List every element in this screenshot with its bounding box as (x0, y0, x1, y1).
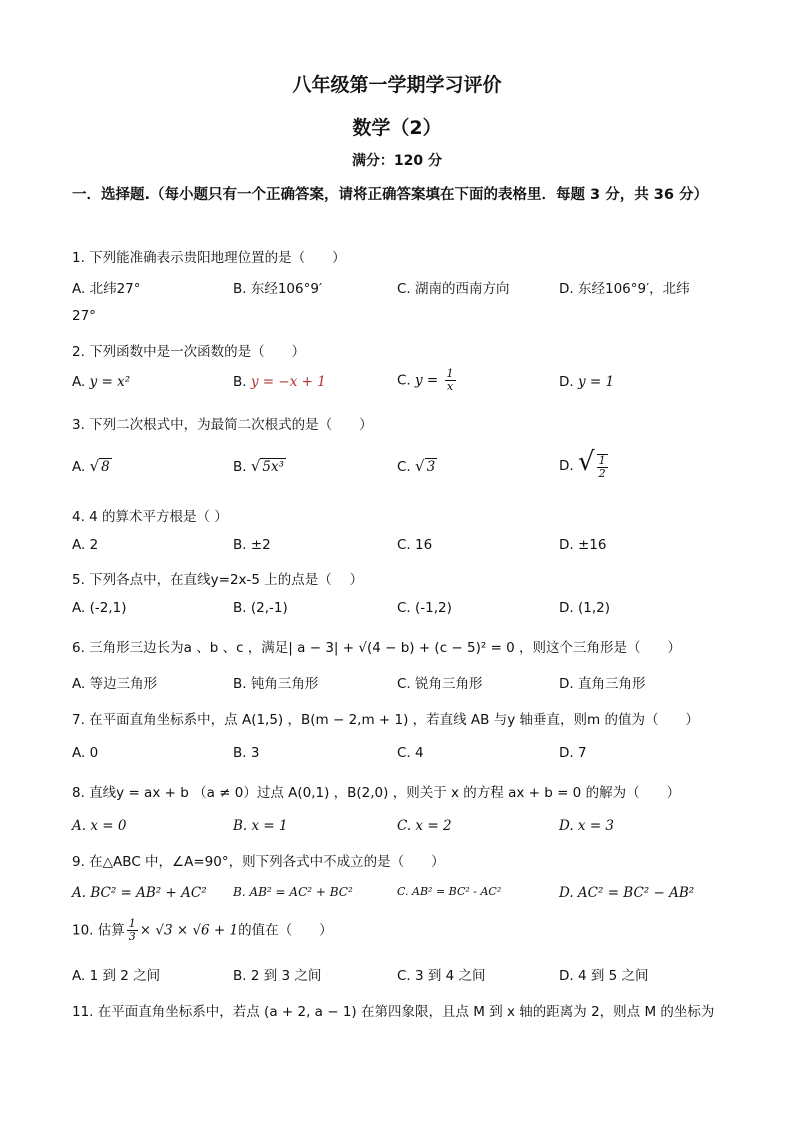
q7-option-c: C. 4 (397, 745, 424, 761)
q2-option-a (72, 374, 130, 390)
q7-option-d: D. 7 (559, 745, 587, 761)
question-1: 1. 下列能准确表示贵阳地理位置的是（ ） (72, 250, 346, 266)
q6-option-b: B. 钝角三角形 (233, 676, 319, 692)
question-5-options (72, 600, 722, 626)
fraction (597, 454, 608, 480)
q9-option-b: B. AB² = AC² + BC² (233, 885, 353, 899)
q6-option-d: D. 直角三角形 (559, 676, 646, 692)
sqrt (578, 447, 610, 480)
numerator: 1 (128, 917, 136, 930)
q2-option-b (233, 374, 326, 390)
q7-option-a: A. 0 (72, 745, 99, 761)
q1-option-d-continued: 27° (72, 308, 96, 324)
question-4: 4. 4 的算术平方根是（ ） (72, 509, 228, 525)
q5-option-d: D. (1,2) (559, 600, 610, 616)
sqrt (415, 457, 437, 475)
fraction (127, 918, 138, 943)
formula: y = −x + 1 (250, 374, 326, 390)
question-8: 8. 直线y = ax + b （a ≠ 0）过点 A(0,1) ，B(2,0) ，则关于 x 的方程 ax + b = 0 的解为（ ） (72, 785, 681, 801)
question-1-options (72, 277, 722, 303)
question-7: 7. 在平面直角坐标系中，点 A(1,5) ，B(m − 2,m + 1) ，若直线 AB 与y 轴垂直，则m 的值为（ ） (72, 712, 699, 728)
q4-option-a: A. 2 (72, 537, 99, 553)
exam-title: 八年级第一学期学习评价 (292, 74, 502, 96)
radical-sign: √ (415, 457, 425, 475)
radicand: 8 (101, 459, 110, 475)
formula: y = x² (89, 374, 131, 390)
q1-option-b: B. 东经106°9′ (233, 281, 323, 297)
q9-option-d: D. AC² = BC² − AB² (559, 885, 695, 901)
radical-sign: √ (577, 447, 595, 477)
option-letter: B. (233, 459, 247, 475)
radicand: 3 (426, 459, 436, 475)
option-letter: C. (397, 372, 411, 389)
option-letter: A. (72, 374, 86, 390)
q8-option-d: D. x = 3 (559, 818, 615, 834)
q3-option-c (397, 457, 437, 475)
question-6: 6. 三角形三边长为a 、b 、c ，满足| a − 3| + √(4 − b) + (c − 5)² = 0 ，则这个三角形是（ ） (72, 640, 682, 656)
question-2: 2. 下列函数中是一次函数的是（ ） (72, 344, 306, 360)
radical-sign: √ (250, 457, 261, 475)
q10-option-b: B. 2 到 3 之间 (233, 968, 322, 984)
option-letter: B. (233, 374, 247, 390)
exam-subtitle: 数学（2） (352, 117, 442, 139)
question-10-options (72, 964, 722, 990)
denominator: 3 (128, 930, 136, 943)
question-11: 11. 在平面直角坐标系中，若点 (a + 2, a − 1) 在第四象限，且点 M 到 x 轴的距离为 2，则点 M 的坐标为 (72, 1004, 715, 1020)
q8-option-b: B. x = 1 (233, 818, 288, 834)
sqrt (251, 457, 286, 475)
q9-option-a: A. BC² = AB² + AC² (72, 885, 207, 901)
q4-option-b: B. ±2 (233, 537, 271, 553)
q6-option-c: C. 锐角三角形 (397, 676, 483, 692)
q1-option-c: C. 湖南的西南方向 (397, 281, 510, 297)
option-letter: D. (559, 458, 574, 474)
option-letter: A. (72, 459, 86, 475)
formula: × √3 × √6 + 1 (139, 922, 239, 939)
q7-option-b: B. 3 (233, 745, 260, 761)
q1-option-d: D. 东经106°9′，北纬 (559, 281, 690, 297)
q3-option-b (233, 457, 286, 475)
q5-option-b: B. (2,-1) (233, 600, 288, 616)
q3-option-a (72, 457, 112, 475)
q5-option-c: C. (-1,2) (397, 600, 452, 616)
radicand: 5x³ (262, 459, 285, 475)
question-10 (72, 918, 722, 943)
denominator: x (446, 380, 454, 393)
q5-option-a: A. (-2,1) (72, 600, 127, 616)
q10-option-c: C. 3 到 4 之间 (397, 968, 486, 984)
stem-prefix: 10. 估算 (72, 922, 125, 939)
formula: y = (415, 372, 443, 389)
question-6-options (72, 672, 722, 698)
question-4-options (72, 537, 722, 563)
q6-option-a: A. 等边三角形 (72, 676, 158, 692)
stem-suffix: 的值在（ ） (238, 922, 333, 939)
numerator: 1 (446, 367, 454, 380)
option-letter: D. (559, 374, 574, 390)
sqrt (90, 457, 112, 475)
question-9: 9. 在△ABC 中，∠A=90°，则下列各式中不成立的是（ ） (72, 854, 445, 870)
denominator: 2 (598, 466, 606, 480)
question-8-options (72, 818, 722, 844)
q4-option-d: D. ±16 (559, 537, 607, 553)
q4-option-c: C. 16 (397, 537, 433, 553)
radical-sign: √ (89, 457, 100, 475)
option-letter: C. (397, 459, 411, 475)
question-7-options (72, 745, 722, 771)
q10-option-a: A. 1 到 2 之间 (72, 968, 161, 984)
q8-option-c: C. x = 2 (397, 818, 452, 834)
formula: y = 1 (577, 374, 615, 390)
question-3: 3. 下列二次根式中，为最简二次根式的是（ ） (72, 417, 373, 433)
question-5: 5. 下列各点中，在直线y=2x-5 上的点是（ ） (72, 572, 364, 588)
fraction (445, 368, 456, 393)
q2-option-d (559, 374, 614, 390)
question-9-options (72, 885, 722, 911)
q10-option-d: D. 4 到 5 之间 (559, 968, 649, 984)
numerator: 1 (598, 453, 606, 467)
q2-option-c (397, 368, 458, 393)
question-2-options (72, 367, 722, 400)
q1-option-a: A. 北纬27° (72, 281, 141, 297)
q3-option-d (559, 447, 610, 480)
score-line: 满分：120 分 (351, 153, 443, 169)
q8-option-a: A. x = 0 (72, 818, 127, 834)
section-heading: 一．选择题.（每小题只有一个正确答案，请将正确答案填在下面的表格里．每题 3 分，共 36 分） (72, 187, 708, 203)
question-3-options (72, 447, 722, 483)
q9-option-c: C. AB² = BC² - AC² (397, 885, 502, 898)
